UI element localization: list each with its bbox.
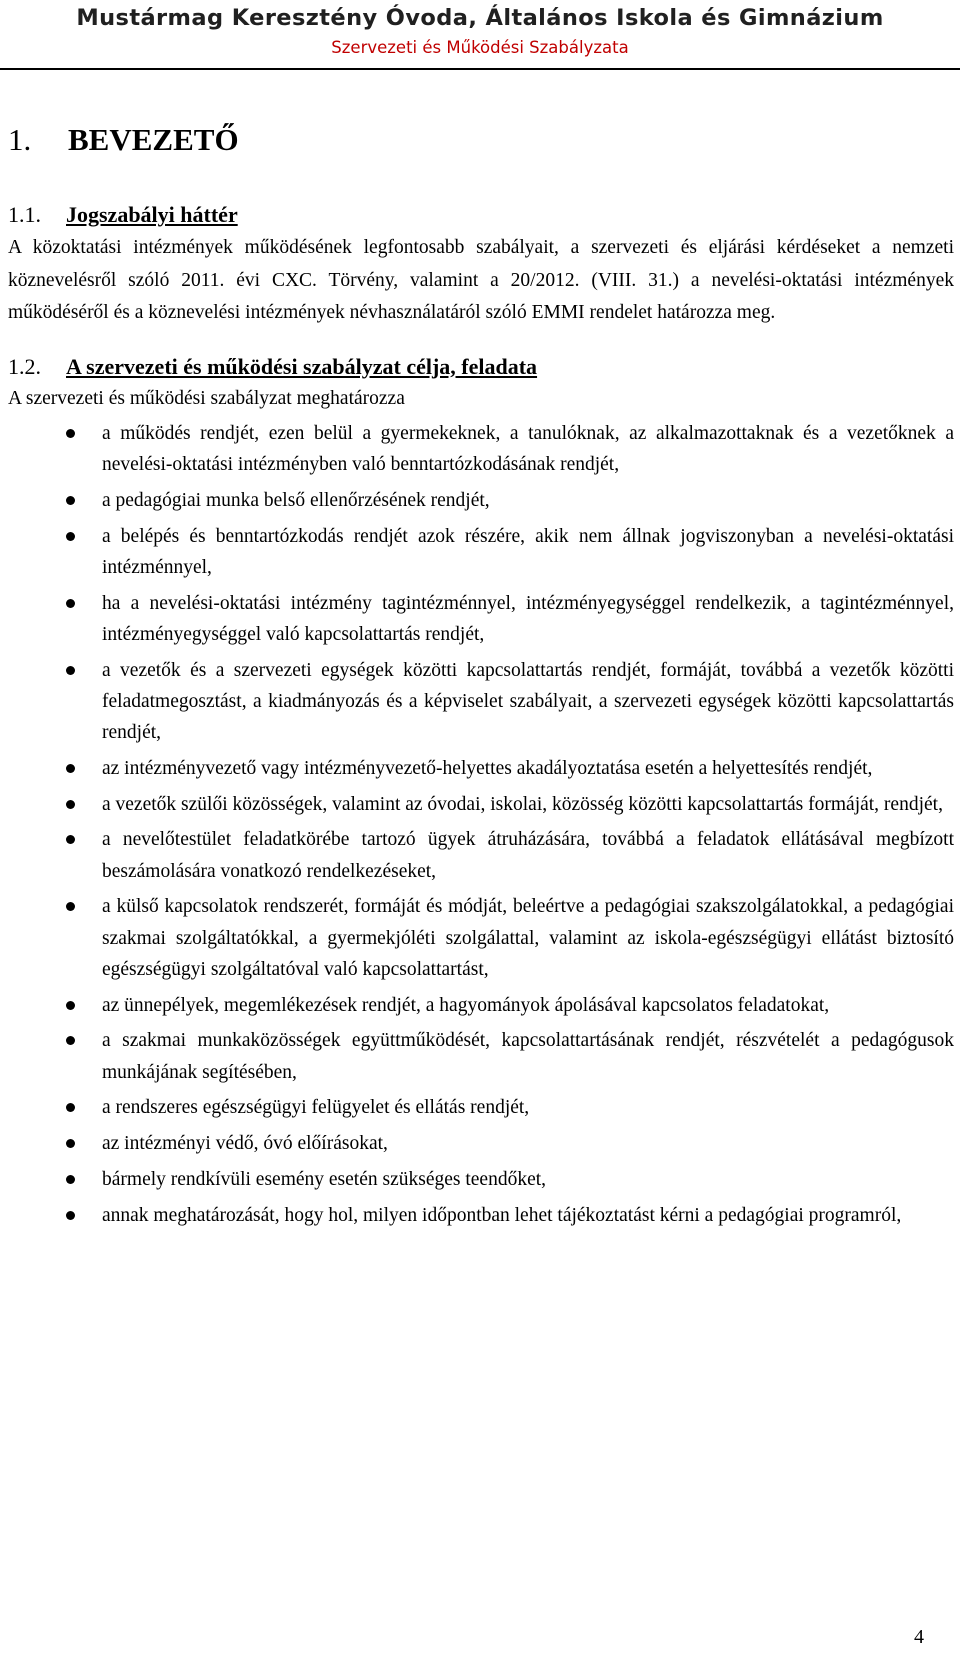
bullet-icon xyxy=(66,532,75,541)
list-item-text: az intézményi védő, óvó előírásokat, xyxy=(102,1133,388,1155)
subsection-number: 1.2. xyxy=(8,353,41,379)
section-title: BEVEZETŐ xyxy=(68,122,239,157)
list-item xyxy=(102,824,954,886)
list-item-text: ha a nevelési-oktatási intézmény tagintézménnyel, intézményegységgel rendelkezik, a tagintézménnyel, intézményegységgel való kapcsolattartás rendjét, xyxy=(102,592,954,645)
header-divider xyxy=(0,68,960,70)
list-item-text: a vezetők és a szervezeti egységek közötti kapcsolattartás rendjét, formáját, továbbá a vezetők közötti feladatmegosztást, a kiadmányozás és a képviselet szabályait, a szervezeti egységek közötti kapcsolattartás rendjét, xyxy=(102,659,954,743)
subsection-title: Jogszabályi háttér xyxy=(66,202,238,227)
list-item-text: a pedagógiai munka belső ellenőrzésének rendjét, xyxy=(102,489,490,511)
bullet-icon xyxy=(66,764,75,773)
bullet-icon xyxy=(66,666,75,675)
bullet-icon xyxy=(66,1139,75,1148)
subsection-number: 1.1. xyxy=(8,202,41,227)
list-item xyxy=(102,1092,954,1123)
list-item-text: a nevelőtestület feladatkörébe tartozó ügyek átruházására, továbbá a feladatok ellátásával megbízott beszámolására vonatkozó rendelkezéseket, xyxy=(102,829,954,882)
list-item xyxy=(102,521,954,583)
section-heading xyxy=(8,112,954,168)
section-number: 1. xyxy=(8,122,32,157)
list-item xyxy=(102,753,954,784)
bullet-icon xyxy=(66,1001,75,1010)
bullet-icon xyxy=(66,1103,75,1112)
subsection-title: A szervezeti és működési szabályzat célja, feladata xyxy=(66,353,538,379)
school-name: Mustármag Keresztény Óvoda, Általános Iskola és Gimnázium xyxy=(76,5,884,31)
list-item xyxy=(102,588,954,650)
page-number: 4 xyxy=(914,1626,924,1648)
list-item-text: annak meghatározását, hogy hol, milyen időpontban lehet tájékoztatást kérni a pedagógiai programról, xyxy=(102,1204,902,1226)
list-item xyxy=(102,789,954,820)
bullet-icon xyxy=(66,496,75,505)
bullet-icon xyxy=(66,599,75,608)
list-item-text: az intézményvezető vagy intézményvezető-helyettes akadályoztatása esetén a helyettesítés rendjét, xyxy=(102,757,873,779)
subsection-heading-1-1 xyxy=(8,198,954,232)
list-item-text: a vezetők szülői közösségek, valamint az óvodai, iskolai, közösség közötti kapcsolattartás formáját, rendjét, xyxy=(102,793,943,815)
list-item-text: a belépés és benntartózkodás rendjét azok részére, akik nem állnak jogviszonyban a nevelési-oktatási intézménnyel, xyxy=(102,525,954,578)
bullet-icon xyxy=(66,902,75,911)
bullet-icon xyxy=(66,1036,75,1045)
list-item-text: a rendszeres egészségügyi felügyelet és ellátás rendjét, xyxy=(102,1097,530,1119)
bullet-icon xyxy=(66,800,75,809)
subsection-heading-1-2 xyxy=(8,350,954,384)
document-title: Szervezeti és Működési Szabályzata xyxy=(331,38,629,57)
list-item-text: a működés rendjét, ezen belül a gyermekeknek, a tanulóknak, az alkalmazottaknak és a vezetőknek a nevelési-oktatási intézményben való benntartózkodásának rendjét, xyxy=(102,422,954,475)
list-item-text: bármely rendkívüli esemény esetén szükséges teendőket, xyxy=(102,1168,547,1190)
list-item xyxy=(102,418,954,480)
list-intro: A szervezeti és működési szabályzat meghatározza xyxy=(8,387,405,409)
bullet-icon xyxy=(66,429,75,438)
document-body xyxy=(8,112,954,1236)
list-item xyxy=(102,1128,954,1159)
list-item xyxy=(102,891,954,985)
list-item xyxy=(102,1025,954,1087)
list-item xyxy=(102,1200,954,1231)
list-item xyxy=(102,990,954,1021)
list-item-text: a külső kapcsolatok rendszerét, formáját és módját, beleértve a pedagógiai szakszolgálatokkal, a pedagógiai szakmai szolgáltatókkal, a gyermekjóléti szolgálattal, valamint az iskola-egészségügyi ellátást biztosító egészségügyi szolgáltatóval való kapcsolattartást, xyxy=(102,896,954,980)
legal-background-paragraph: A közoktatási intézmények működésének legfontosabb szabályait, a szervezeti és eljárási kérdéseket a nemzeti köznevelésről szóló 2011. évi CXC. Törvény, valamint a 20/2012. (VIII. 31.) a nevelési-oktatási intézmények működéséről és a köznevelési intézmények névhasználatáról szóló EMMI rendelet határozza meg. xyxy=(8,237,954,324)
page-header xyxy=(0,0,960,70)
list-item-text: a szakmai munkaközösségek együttműködését, kapcsolattartásának rendjét, részvételét a pedagógusok munkájának segítésében, xyxy=(102,1030,954,1083)
list-item xyxy=(102,485,954,516)
bullet-icon xyxy=(66,835,75,844)
bullet-icon xyxy=(66,1175,75,1184)
list-item-text: az ünnepélyek, megemlékezések rendjét, a hagyományok ápolásával kapcsolatos feladatokat, xyxy=(102,994,830,1016)
scope-list xyxy=(8,418,954,1231)
list-item xyxy=(102,655,954,749)
bullet-icon xyxy=(66,1211,75,1220)
list-item xyxy=(102,1164,954,1195)
